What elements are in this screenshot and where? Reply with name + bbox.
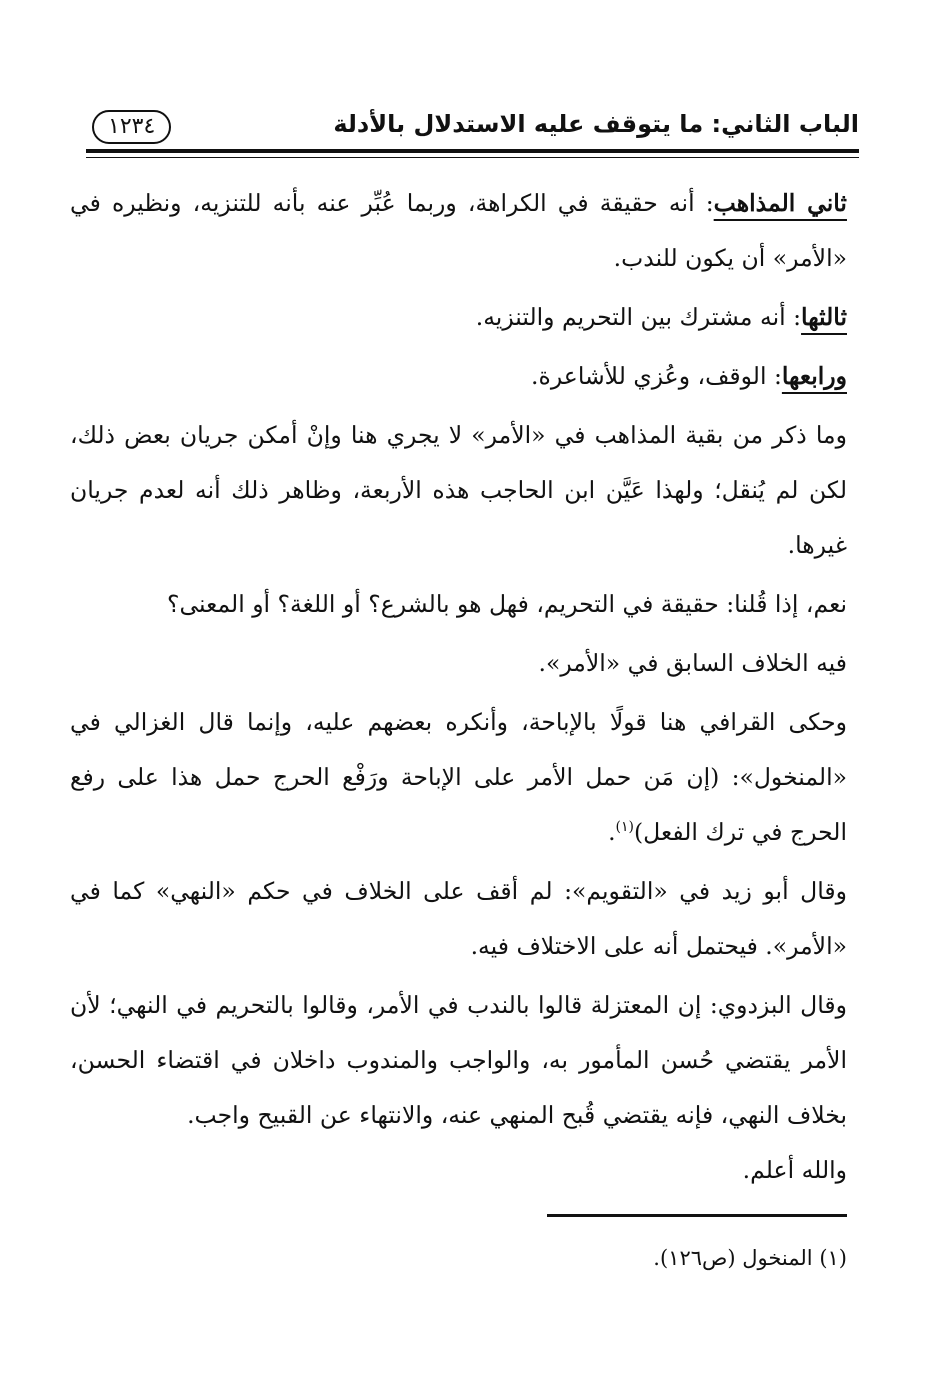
main-text [70, 176, 847, 1198]
paragraph-third-view [70, 290, 847, 345]
footnote-reference[interactable]: (١) [615, 819, 635, 836]
running-title: الباب الثاني: ما يتوقف عليه الاستدلال بالأدلة [333, 110, 859, 138]
header-divider-thin [86, 157, 859, 158]
page-header [86, 104, 859, 150]
footnote: (١) المنخول (ص١٢٦). [653, 1246, 847, 1270]
paragraph-answer: فيه الخلاف السابق في «الأمر». [538, 649, 847, 677]
paragraph-bazdawi: وقال البزدوي: إن المعتزلة قالوا بالندب في الأمر، وقالوا بالتحريم في النهي؛ لأن الأمر يقتضي حُسن المأمور به، والواجب والمندوب داخلان في اقتضاء الحسن، بخلاف النهي، فإنه يقتضي قُبح المنهي عنه، والانتهاء عن القبيح واجب. [70, 991, 847, 1129]
paragraph-remaining-views: وما ذكر من بقية المذاهب في «الأمر» لا يجري هنا وإنْ أمكن جريان بعض ذلك، لكن لم يُنقل؛ ولهذا عَيَّن ابن الحاجب هذه الأربعة، وظاهر ذلك أنه لعدم جريان غيرها. [70, 421, 847, 559]
paragraph-qarafi [70, 695, 847, 860]
paragraph-text: : أنه حقيقة في الكراهة، وربما عُبِّر عنه بأنه للتنزيه، ونظيره في «الأمر» أن يكون للندب. [70, 189, 847, 272]
footnote-divider [547, 1214, 847, 1217]
paragraph-closing: والله أعلم. [742, 1156, 847, 1184]
paragraph-abu-zayd: وقال أبو زيد في «التقويم»: لم أقف على الخلاف في حكم «النهي» كما في «الأمر». فيحتمل أنه على الاختلاف فيه. [70, 877, 847, 960]
paragraph-text: : الوقف، وعُزي للأشاعرة. [531, 362, 782, 390]
paragraph-second-view [70, 176, 847, 286]
header-divider-thick [86, 149, 859, 153]
paragraph-label: ثاني المذاهب [713, 189, 847, 217]
paragraph-text: : أنه مشترك بين التحريم والتنزيه. [475, 303, 802, 331]
paragraph-text: وحكى القرافي هنا قولًا بالإباحة، وأنكره بعضهم عليه، وإنما قال الغزالي في «المنخول»: (إن مَن حمل الأمر على الإباحة ورَفْع الحرج حمل هذا على رفع الحرج في ترك الفعل) [70, 708, 847, 846]
paragraph-label: ثالثها [801, 303, 847, 331]
paragraph-label: ورابعها [781, 362, 847, 390]
paragraph-fourth-view [70, 349, 847, 404]
paragraph-question: نعم، إذا قُلنا: حقيقة في التحريم، فهل هو بالشرع؟ أو اللغة؟ أو المعنى؟ [166, 590, 847, 618]
paragraph-end: . [608, 818, 616, 846]
page-number: ١٢٣٤ [92, 110, 171, 144]
